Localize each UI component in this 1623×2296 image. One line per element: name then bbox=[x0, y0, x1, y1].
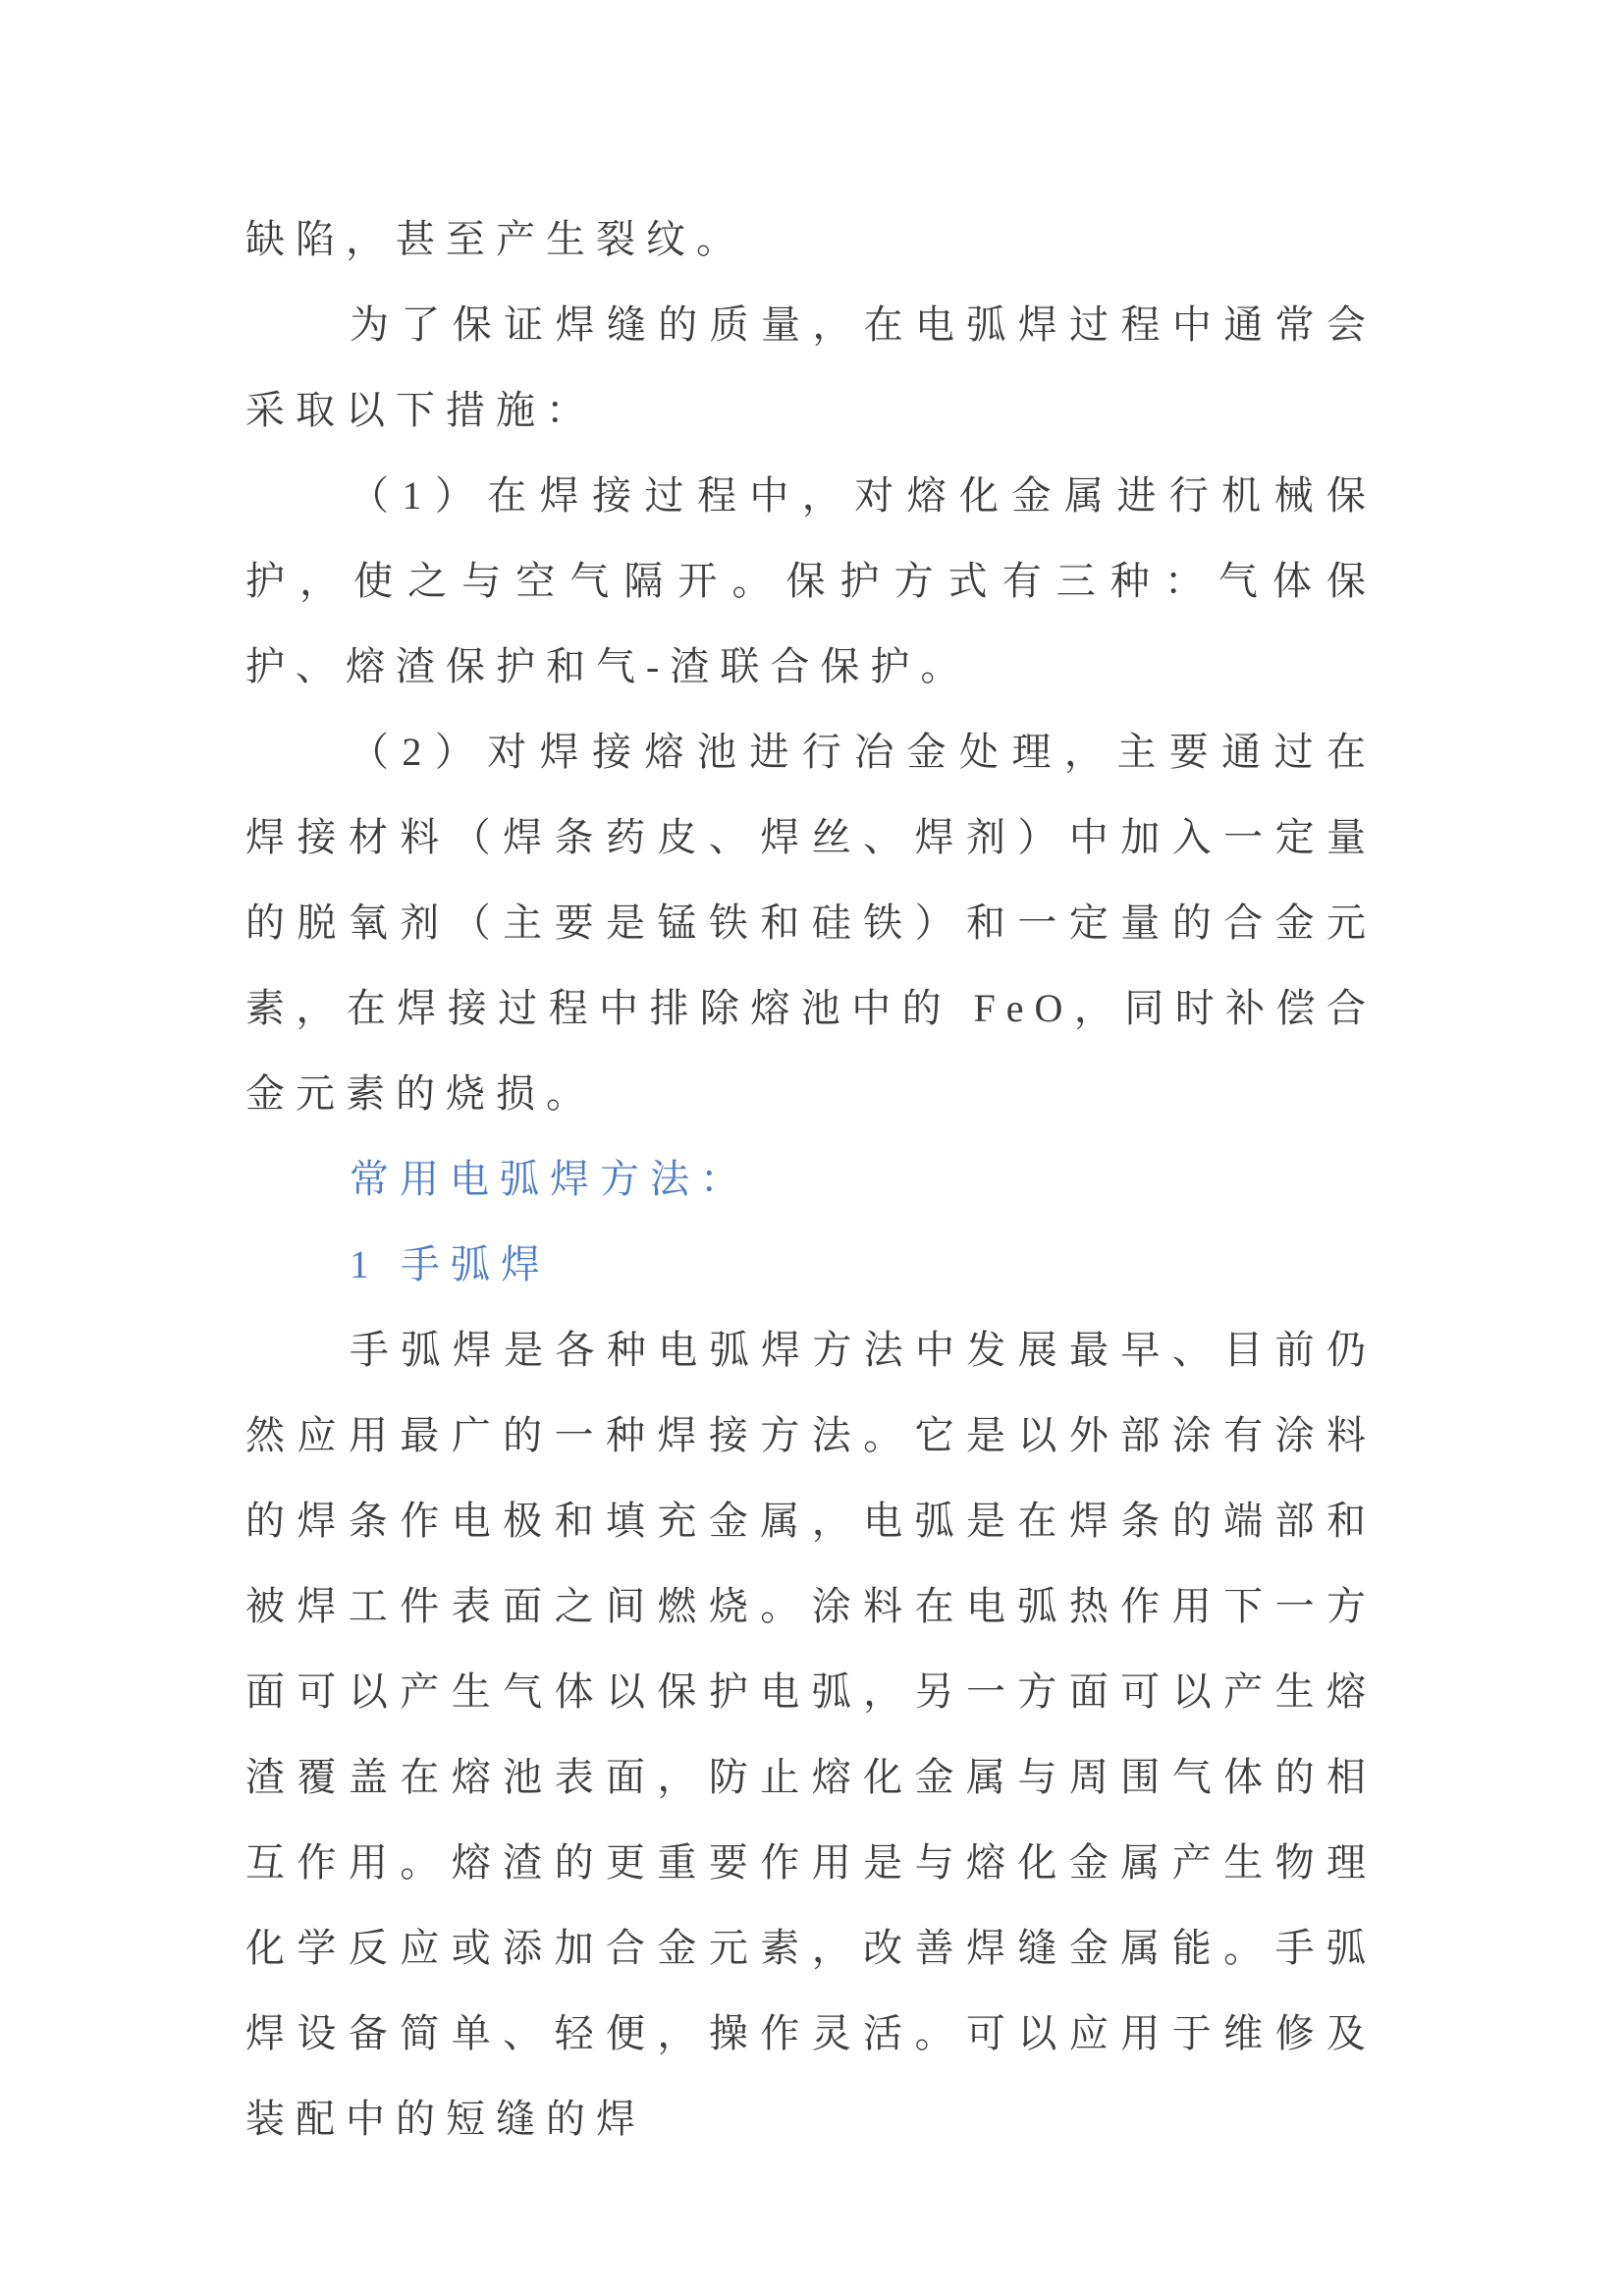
paragraph: 手弧焊是各种电弧焊方法中发展最早、目前仍然应用最广的一种焊接方法。它是以外部涂有涂料的焊条作电极和填充金属，电弧是在焊条的端部和被焊工件表面之间燃烧。涂料在电弧热作用下一方面可以产生气体以保护电弧，另一方面可以产生熔渣覆盖在熔池表面，防止熔化金属与周围气体的相互作用。熔渣的更重要作用是与熔化金属产生物理化学反应或添加合金元素，改善焊缝金属能。手弧焊设备简单、轻便，操作灵活。可以应用于维修及装配中的短缝的焊 bbox=[245, 1328, 1377, 2141]
paragraph: （1）在焊接过程中，对熔化金属进行机械保护，使之与空气隔开。保护方式有三种：气体保护、熔渣保护和气-渣联合保护。 bbox=[245, 473, 1377, 688]
document-body bbox=[245, 196, 1377, 2161]
paragraph: 缺陷，甚至产生裂纹。 bbox=[245, 217, 746, 261]
heading: 常用电弧焊方法： bbox=[350, 1157, 750, 1201]
paragraph: 为了保证焊缝的质量，在电弧焊过程中通常会采取以下措施： bbox=[245, 302, 1377, 432]
paragraph: （2）对焊接熔池进行冶金处理，主要通过在焊接材料（焊条药皮、焊丝、焊剂）中加入一定量的脱氧剂（主要是锰铁和硅铁）和一定量的合金元素，在焊接过程中排除熔池中的 FeO，同时补偿合金元素的烧损。 bbox=[245, 730, 1377, 1116]
heading: 1 手弧焊 bbox=[350, 1242, 551, 1286]
